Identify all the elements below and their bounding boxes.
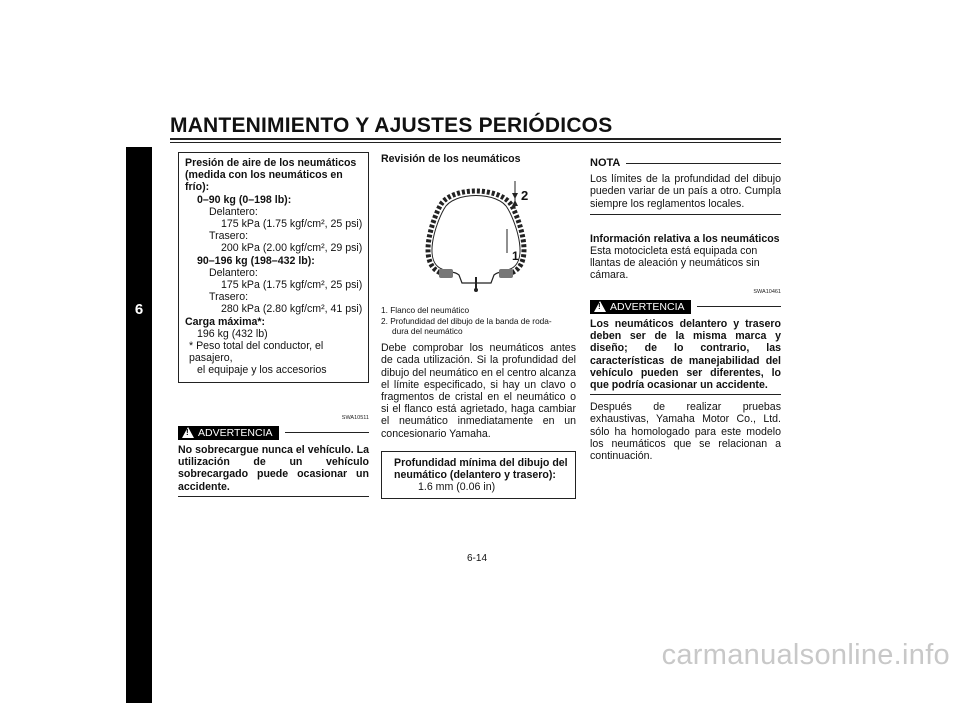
warning-rule-2 bbox=[697, 306, 782, 307]
warning-triangle-icon bbox=[594, 301, 606, 312]
warning-end-rule bbox=[178, 496, 369, 497]
title-rule-secondary bbox=[170, 142, 781, 143]
figure-captions bbox=[381, 305, 576, 336]
tire-info-text: Esta motocicleta está equipada con llantas de aleación y neumáticos sin cámara. bbox=[590, 245, 760, 282]
load-range-2: 90–196 kg (198–432 lb): bbox=[197, 254, 315, 267]
warning-text-2: Los neumáticos delantero y trasero deben ser de la misma marca y diseño; de lo contrario, las características de manejabilidad del vehículo pueden ser diferentes, lo que podría ocasionar un accidente. bbox=[590, 318, 781, 392]
warning-code: SWA10511 bbox=[341, 414, 369, 421]
range2-rear-value: 280 kPa (2.80 kgf/cm², 41 psi) bbox=[221, 303, 363, 316]
warning-label: ADVERTENCIA bbox=[198, 426, 273, 439]
warning-rule bbox=[285, 432, 370, 433]
note-rule bbox=[626, 163, 781, 164]
watermark-url: carmanualsonline.info bbox=[661, 639, 950, 671]
warning-triangle-icon bbox=[182, 427, 194, 438]
right-column bbox=[590, 157, 781, 462]
note-label: NOTA bbox=[590, 157, 621, 169]
chapter-tab bbox=[126, 147, 152, 703]
tire-cross-section-icon bbox=[381, 165, 576, 293]
max-load-value: 196 kg (432 lb) bbox=[197, 327, 268, 340]
title-rule bbox=[170, 138, 781, 140]
closing-text: Después de realizar pruebas exhaustivas, Yamaha Motor Co., Ltd. sólo ha homologado para este modelo los neumáticos que se relacionan a continuación. bbox=[590, 401, 781, 463]
range2-rear-label: Trasero: bbox=[209, 291, 249, 304]
warning-label-2: ADVERTENCIA bbox=[610, 300, 685, 313]
warning-end-rule-2 bbox=[590, 394, 781, 395]
pressure-heading-line1: Presión de aire de los neumáticos bbox=[185, 157, 357, 169]
note-end-rule bbox=[590, 214, 781, 215]
tire-pressure-box bbox=[178, 152, 369, 383]
callout-2: 2 bbox=[521, 188, 529, 204]
range1-front-value: 175 kPa (1.75 kgf/cm², 25 psi) bbox=[221, 218, 363, 231]
range1-front-label: Delantero: bbox=[209, 205, 258, 218]
caption-1: 1. Flanco del neumático bbox=[381, 305, 470, 316]
load-range-1: 0–90 kg (0–198 lb): bbox=[197, 193, 292, 206]
pressure-heading-line2: (medida con los neumáticos en frío): bbox=[185, 169, 343, 194]
tire-figure bbox=[381, 165, 576, 293]
note-text: Los límites de la profundidad del dibujo pueden variar de un país a otro. Cumpla siempre los reglamentos locales. bbox=[590, 173, 781, 210]
note-header bbox=[590, 157, 781, 169]
warning-header-2 bbox=[590, 300, 781, 314]
tire-info-title: Información relativa a los neumáticos bbox=[590, 232, 780, 245]
caption-2-line2: dura del neumático bbox=[392, 325, 463, 336]
range1-rear-label: Trasero: bbox=[209, 230, 249, 243]
warning-badge bbox=[178, 426, 279, 440]
warning-code-2: SWA10461 bbox=[753, 288, 781, 295]
depth-heading-line1: Profundidad mínima del dibujo del bbox=[394, 456, 568, 469]
depth-value: 1.6 mm (0.06 in) bbox=[418, 481, 496, 494]
callout-1: 1 bbox=[512, 249, 519, 264]
warning-badge-2 bbox=[590, 300, 691, 314]
tread-depth-box bbox=[381, 451, 576, 500]
left-column bbox=[178, 152, 369, 497]
footnote-line1: * Peso total del conductor, el pasajero, bbox=[189, 340, 324, 365]
range1-rear-value: 200 kPa (2.00 kgf/cm², 29 psi) bbox=[221, 242, 363, 255]
warning-header bbox=[178, 426, 369, 440]
range2-front-label: Delantero: bbox=[209, 266, 258, 279]
page-number: 6-14 bbox=[467, 553, 488, 564]
middle-column bbox=[381, 153, 576, 499]
depth-heading-line2: neumático (delantero y trasero): bbox=[394, 468, 556, 481]
chapter-number: 6 bbox=[134, 301, 144, 318]
max-load-label: Carga máxima*: bbox=[185, 315, 266, 328]
footnote-line2: el equipaje y los accesorios bbox=[197, 364, 327, 377]
tire-check-body: Debe comprobar los neumáticos antes de cada utilización. Si la profundidad del dibujo del neumático en el centro alcanza el límite especificado, si hay un clavo o fragmentos de cristal en el neumático o si el flanco está agrietado, haga cambiar el neumático inmediatamente en un concesionario Yamaha. bbox=[381, 342, 576, 440]
range2-front-value: 175 kPa (1.75 kgf/cm², 25 psi) bbox=[221, 279, 363, 292]
caption-2-line1: 2. Profundidad del dibujo de la banda de roda- bbox=[381, 315, 552, 326]
warning-text: No sobrecargue nunca el vehículo. La utilización de un vehículo sobrecargado puede ocasionar un accidente. bbox=[178, 444, 369, 493]
section-title-tire-check: Revisión de los neumáticos bbox=[381, 153, 521, 165]
page-title: MANTENIMIENTO Y AJUSTES PERIÓDICOS bbox=[170, 114, 613, 137]
